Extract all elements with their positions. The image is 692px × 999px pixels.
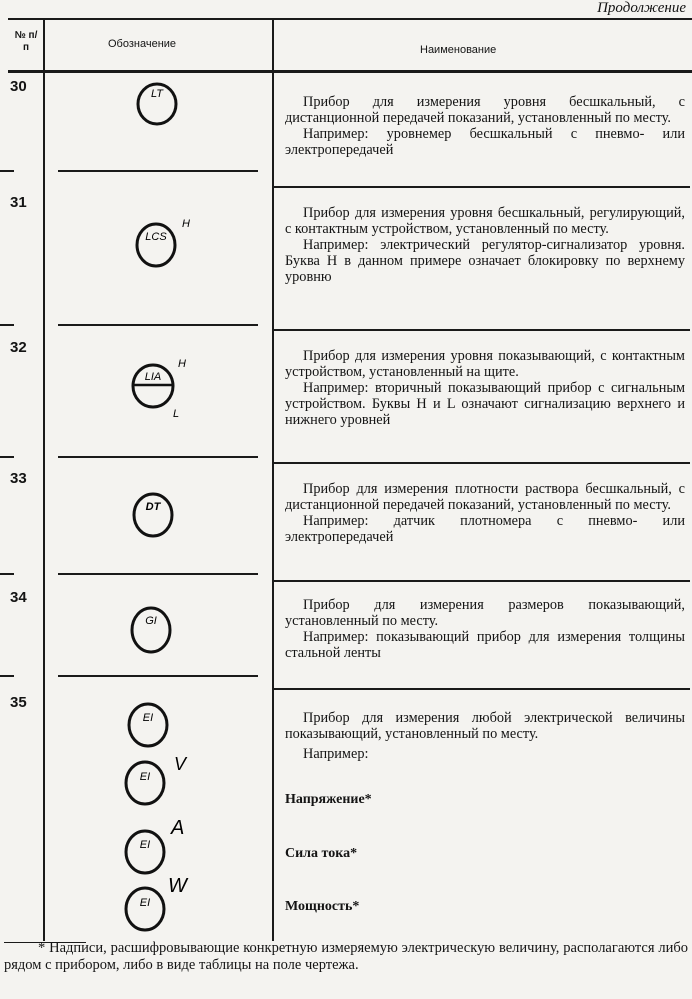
row-separator-mid: [58, 170, 258, 172]
row-description: [285, 481, 685, 545]
row-separator-mid: [58, 456, 258, 458]
symbol-label: LCS: [145, 231, 167, 243]
row-separator-left: [0, 170, 14, 172]
row-description: [285, 597, 685, 661]
lower-mark: L: [173, 408, 180, 420]
example-text: Например: электрический регулятор-сигнализатор уровня. Буква H в данном примере означает блокировку по верхнему уровню: [285, 237, 685, 285]
description-text: Прибор для измерения уровня показывающий, с контактным устройством, установленный на щите.: [285, 348, 685, 380]
symbol-label: LIA: [144, 371, 162, 383]
unit-mark: A: [171, 817, 185, 839]
description-text: Прибор для измерения уровня бесшкальный, с дистанционной передачей показаний, установленный по месту.: [285, 94, 685, 126]
row-separator-left: [0, 456, 14, 458]
symbol-label: DT: [145, 501, 161, 513]
example-text: Например:: [303, 746, 369, 762]
header-name: Наименование: [420, 44, 497, 56]
symbol-label: GI: [145, 615, 157, 627]
description-text: Прибор для измерения уровня бесшкальный, регулирующий, с контактным устройством, установленный по месту.: [285, 205, 685, 237]
column-divider-1: [43, 18, 45, 941]
row-number: 35: [10, 694, 27, 711]
row-separator-right: [274, 186, 690, 188]
instrument-symbol: [125, 700, 185, 750]
wattmeter-symbol: [121, 870, 201, 936]
row-separator-left: [0, 324, 14, 326]
symbol-label: EI: [142, 712, 154, 724]
ammeter-symbol: [121, 812, 201, 878]
row-number: 32: [10, 339, 27, 356]
instrument-symbol: [128, 355, 208, 425]
upper-mark: H: [182, 218, 190, 230]
row-separator-right: [274, 580, 690, 582]
row-description: [285, 205, 685, 285]
row-number: 30: [10, 78, 27, 95]
row-description: [285, 348, 685, 428]
sub-item-label: Напряжение*: [285, 792, 372, 807]
header-number: № п/п: [14, 30, 38, 53]
example-text: Например: датчик плотномера с пневмо- или электропередачей: [285, 513, 685, 545]
footnote-text: * Надписи, расшифровывающие конкретную измеряемую электрическую величину, располагаются либо рядом с прибором, либо в виде таблицы на поле чертежа.: [4, 940, 688, 973]
row-separator-mid: [58, 573, 258, 575]
row-separator-right: [274, 462, 690, 464]
description-text: Прибор для измерения плотности раствора бесшкальный, с дистанционной передачей показаний, установленный по месту.: [285, 481, 685, 513]
instrument-symbol: [128, 602, 188, 662]
symbol-label: EI: [139, 839, 151, 851]
header-bottom-rule: [8, 70, 692, 73]
table-top-rule: [8, 18, 692, 20]
column-divider-2: [272, 18, 274, 941]
description-text: Прибор для измерения размеров показывающий, установленный по месту.: [285, 597, 685, 629]
unit-mark: V: [174, 754, 187, 774]
instrument-symbol: [130, 488, 190, 548]
symbol-label: EI: [139, 771, 151, 783]
header-designation: Обозначение: [108, 38, 177, 50]
row-number: 33: [10, 470, 27, 487]
row-description: [285, 710, 685, 762]
row-description: [285, 94, 685, 158]
row-number: 31: [10, 194, 27, 211]
row-separator-right: [274, 688, 690, 690]
example-text: Например: показывающий прибор для измерения толщины стальной ленты: [285, 629, 685, 661]
row-separator-right: [274, 329, 690, 331]
row-separator-mid: [58, 675, 258, 677]
row-separator-mid: [58, 324, 258, 326]
symbol-label: EI: [139, 897, 151, 909]
description-text: Прибор для измерения любой электрической величины показывающий, установленный по месту.: [285, 710, 685, 742]
upper-mark: H: [178, 358, 186, 370]
example-text: Например: уровнемер бесшкальный с пневмо- или электропередачей: [285, 126, 685, 158]
symbol-label: LT: [150, 88, 164, 100]
footnote: [4, 940, 688, 974]
example-text: Например: вторичный показывающий прибор с сигнальным устройством. Буквы H и L означают сигнализацию верхнего и нижнего уровней: [285, 380, 685, 428]
row-separator-left: [0, 573, 14, 575]
unit-mark: W: [168, 875, 187, 897]
row-separator-left: [0, 675, 14, 677]
continuation-label: Продолжение: [597, 0, 686, 16]
sub-item-label: Мощность*: [285, 899, 360, 914]
instrument-symbol: [134, 77, 194, 137]
row-number: 34: [10, 589, 27, 606]
instrument-symbol: [132, 215, 212, 275]
voltmeter-symbol: [121, 750, 201, 810]
sub-item-label: Сила тока*: [285, 846, 358, 861]
